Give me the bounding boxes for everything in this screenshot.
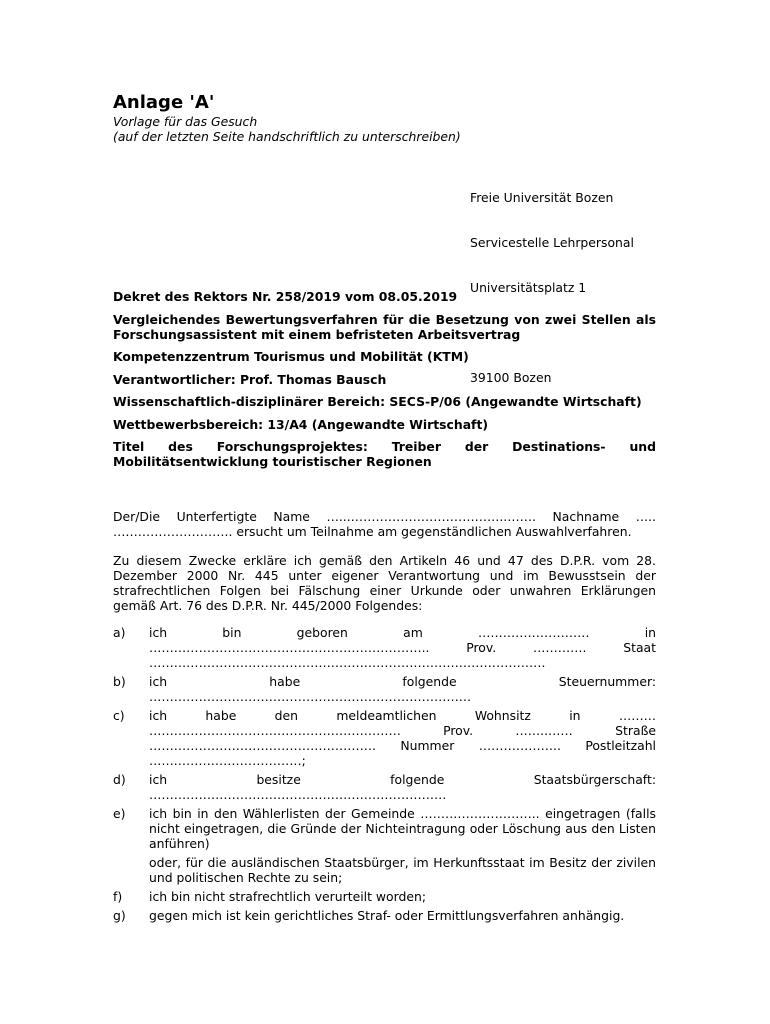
decree-responsible: Verantwortlicher: Prof. Thomas Bausch <box>113 371 387 387</box>
decree-project-title: Titel des Forschungsprojektes: Treiber der Destinations- und Mobilitätsentwicklung touristischer Regionen <box>113 439 656 469</box>
decree-block <box>113 289 656 477</box>
list-item-text: ich bin nicht strafrechtlich verurteilt worden; <box>149 889 426 904</box>
list-item-text: ich habe folgende Steuernummer: …………………………………………………………………… <box>149 674 656 704</box>
list-item-label: a) <box>113 625 126 640</box>
decree-competition-area: Wettbewerbsbereich: 13/A4 (Angewandte Wirtschaft) <box>113 416 489 432</box>
decree-scientific-area: Wissenschaftlich-disziplinärer Bereich: SECS-P/06 (Angewandte Wirtschaft) <box>113 394 642 409</box>
declaration-list <box>113 625 656 923</box>
address-line-4: 39100 Bozen <box>470 370 552 385</box>
list-item-label: c) <box>113 708 125 723</box>
address-line-1: Freie Universität Bozen <box>470 190 614 205</box>
subtitle-line-1: Vorlage für das Gesuch <box>113 114 258 129</box>
list-item <box>113 889 656 904</box>
list-item-text: ich besitze folgende Staatsbürgerschaft: ……………………………………………………………… <box>149 772 656 802</box>
decree-procedure: Vergleichendes Bewertungsverfahren für die Besetzung von zwei Stellen als Forschungsassistent mit einem befristeten Arbeitsvertrag <box>113 311 656 342</box>
decree-number: Dekret des Rektors Nr. 258/2019 vom 08.05.2019 <box>113 289 458 304</box>
list-item-body <box>149 806 656 885</box>
list-item-text-continued: oder, für die ausländischen Staatsbürger, im Herkunftsstaat im Besitz der zivilen und politischen Rechte zu sein; <box>149 855 656 885</box>
list-item-label: f) <box>113 889 123 904</box>
list-item <box>113 772 656 802</box>
list-item-label: g) <box>113 908 126 923</box>
list-item-text: ich bin in den Wählerlisten der Gemeinde ……………………….. eingetragen (falls nicht eingetragen, die Gründe der Nichteintragung oder Löschung aus den Listen anführen) <box>149 806 656 851</box>
applicant-paragraph: Der/Die Unterfertigte Name …...………………………………..……. Nachname ….. ……………………….. ersucht um Teilnahme am gegenständlichen Auswahlverfahren. <box>113 509 656 539</box>
page-title: Anlage 'A' <box>113 92 215 113</box>
declaration-body <box>113 509 656 927</box>
list-item-text: gegen mich ist kein gerichtliches Straf- oder Ermittlungsverfahren anhängig. <box>149 908 625 923</box>
list-item-label: d) <box>113 772 126 787</box>
document-header <box>113 92 656 144</box>
list-item-label: b) <box>113 674 126 689</box>
address-line-3: Universitätsplatz 1 <box>470 280 587 295</box>
list-item-label: e) <box>113 806 126 821</box>
subtitle-line-2: (auf der letzten Seite handschriftlich zu unterschreiben) <box>113 129 461 144</box>
declaration-paragraph: Zu diesem Zwecke erkläre ich gemäß den Artikeln 46 und 47 des D.P.R. vom 28. Dezember 2000 Nr. 445 unter eigener Verantwortung und im Bewusstsein der strafrechtlichen Folgen bei Fälschung einer Urkunde oder unwahren Erklärungen gemäß Art. 76 des D.P.R. Nr. 445/2000 Folgendes: <box>113 553 656 613</box>
address-line-2: Servicestelle Lehrpersonal <box>470 235 634 250</box>
list-item <box>113 908 656 923</box>
decree-center: Kompetenzzentrum Tourismus und Mobilität (KTM) <box>113 349 469 364</box>
list-item <box>113 806 656 885</box>
list-item-text: ich bin geboren am ……………………… in ………………………………………………………….. Prov. …………. Staat …………………………………………………………………………………… <box>149 625 656 670</box>
list-item-text: ich habe den meldeamtlichen Wohnsitz in ……… ……………………………………………………. Prov. ……..…… Straße ………………………………………………. Nummer ……………….. Postleitzahl …….…………………………; <box>149 708 656 768</box>
list-item <box>113 674 656 704</box>
list-item <box>113 625 656 670</box>
list-item <box>113 708 656 768</box>
